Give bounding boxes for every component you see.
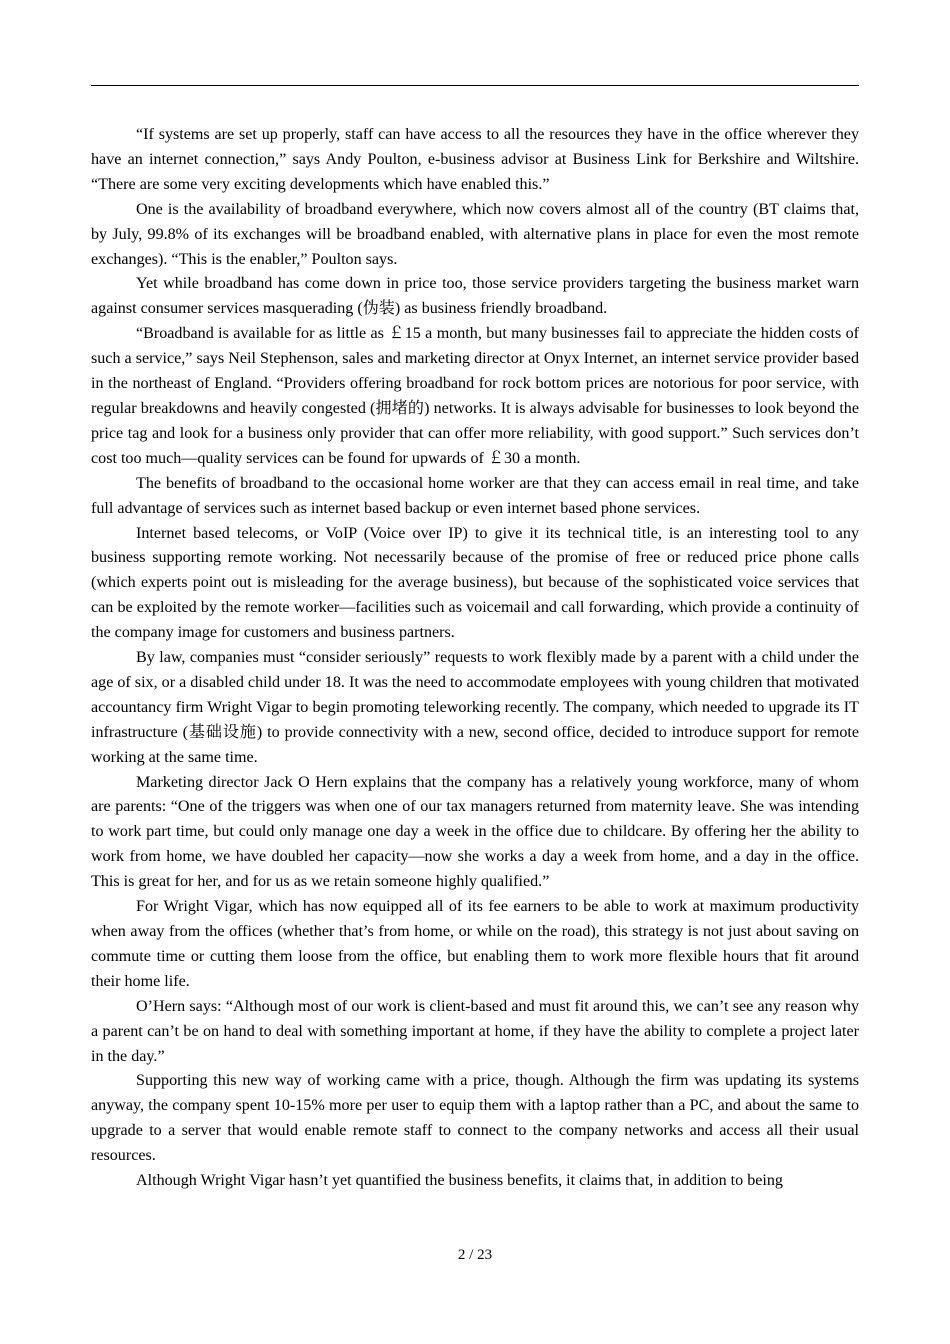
paragraph: Yet while broadband has come down in price too, those service providers targeting the business market warn against consumer services masquerading (伪装) as business friendly broadband. [91,275,859,318]
page-number: 2 / 23 [457,1247,493,1263]
paragraph: Internet based telecoms, or VoIP (Voice over IP) to give it its technical title, is an interesting tool to any business supporting remote working. Not necessarily because of the promise of free or reduced price phone calls (which experts point out is misleading for the average business), but because of the sophisticated voice services that can be exploited by the remote worker—facilities such as voicemail and call forwarding, which provide a continuity of the company image for customers and business partners. [91,524,859,642]
paragraph: “If systems are set up properly, staff can have access to all the resources they have in the office wherever they have an internet connection,” says Andy Poulton, e-business advisor at Business Link for Berkshire and Wiltshire. “There are some very exciting developments which have enabled this.” [91,126,859,193]
paragraph: By law, companies must “consider seriously” requests to work flexibly made by a parent with a child under the age of six, or a disabled child under 18. It was the need to accommodate employees with young children that motivated accountancy firm Wright Vigar to begin promoting teleworking recently. The company, which needed to upgrade its IT infrastructure (基础设施) to provide connectivity with a new, second office, decided to introduce support for remote working at the same time. [91,649,859,766]
paragraph: Supporting this new way of working came with a price, though. Although the firm was updating its systems anyway, the company spent 10-15% more per user to equip them with a laptop rather than a PC, and about the same to upgrade to a server that would enable remote staff to connect to the company networks and access all their usual resources. [91,1072,859,1165]
header-rule [91,85,859,86]
paragraph: For Wright Vigar, which has now equipped all of its fee earners to be able to work at maximum productivity when away from the offices (whether that’s from home, or while on the road), this strategy is not just about saving on commute time or cutting them loose from the office, but enabling them to work more flexible hours that fit around their home life. [91,898,859,990]
article-body [91,123,859,1194]
paragraph: The benefits of broadband to the occasional home worker are that they can access email in real time, and take full advantage of services such as internet based backup or even internet based phone services. [91,474,859,517]
paragraph: One is the availability of broadband everywhere, which now covers almost all of the country (BT claims that, by July, 99.8% of its exchanges will be broadband enabled, with alternative plans in place for even the most remote exchanges). “This is the enabler,” Poulton says. [91,200,859,268]
paragraph: Although Wright Vigar hasn’t yet quantified the business benefits, it claims that, in addition to being [136,1172,783,1190]
paragraph: Marketing director Jack O Hern explains that the company has a relatively young workforce, many of whom are parents: “One of the triggers was when one of our tax managers returned from maternity leave. She was intending to work part time, but could only manage one day a week in the office due to childcare. By offering her the ability to work from home, we have doubled her capacity—now she works a day a week from home, and a day in the office. This is great for her, and for us as we retain someone highly qualified.” [91,773,859,891]
paragraph: O’Hern says: “Although most of our work is client-based and must fit around this, we can’t see any reason why a parent can’t be on hand to deal with something important at home, if they have the ability to complete a project later in the day.” [91,997,859,1065]
paragraph: “Broadband is available for as little as ￡15 a month, but many businesses fail to appreciate the hidden costs of such a service,” says Neil Stephenson, sales and marketing director at Onyx Internet, an internet service provider based in the northeast of England. “Providers offering broadband for rock bottom prices are notorious for poor service, with regular breakdowns and heavily congested (拥堵的) networks. It is always advisable for businesses to look beyond the price tag and look for a business only provider that can offer more reliability, with good support.” Such services don’t cost too much—quality services can be found for upwards of ￡30 a month. [91,325,859,467]
